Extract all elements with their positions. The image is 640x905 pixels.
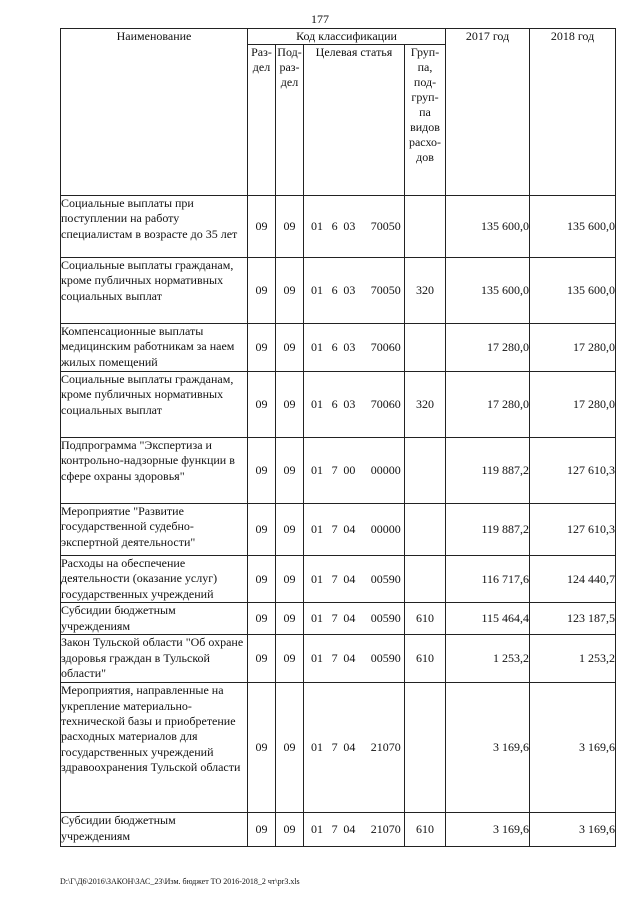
- article-program: 01: [311, 340, 323, 354]
- article-event: 04: [343, 651, 356, 666]
- row-name: Мероприятие "Развитие государственной судебно-экспертной деятельности": [61, 504, 248, 556]
- article-program: 01: [311, 219, 323, 233]
- row-section: 09: [248, 504, 276, 556]
- article-subprogram: 7: [331, 822, 338, 837]
- row-amount-2018: 135 600,0: [530, 258, 616, 324]
- row-target-article: [304, 556, 405, 603]
- article-subprogram: 7: [331, 571, 338, 586]
- table-row: [61, 603, 616, 635]
- row-target-article: [304, 372, 405, 438]
- article-program: 01: [311, 822, 323, 837]
- row-name: Закон Тульской области "Об охране здоровья граждан в Тульской области": [61, 635, 248, 683]
- file-path-footer: D:\Г\Д6\2016\ЗАКОН\ЗАС_23\Изм. бюджет ТО 2016-2018_2 чт\pr3.xls: [60, 877, 300, 886]
- row-amount-2017: 119 887,2: [446, 438, 530, 504]
- article-event: 04: [343, 571, 356, 586]
- article-subprogram: 6: [331, 340, 338, 354]
- row-subsection: 09: [276, 438, 304, 504]
- row-amount-2018: 127 610,3: [530, 438, 616, 504]
- row-subsection: 09: [276, 258, 304, 324]
- article-direction: 21070: [370, 740, 401, 755]
- article-event: 04: [343, 822, 356, 837]
- article-event: 04: [343, 611, 356, 626]
- row-subsection: 09: [276, 556, 304, 603]
- header-article: Целевая статья: [304, 45, 405, 196]
- header-section: Раз- дел: [248, 45, 276, 196]
- row-amount-2018: 124 440,7: [530, 556, 616, 603]
- row-amount-2017: 1 253,2: [446, 635, 530, 683]
- row-amount-2017: 116 717,6: [446, 556, 530, 603]
- row-amount-2017: 17 280,0: [446, 324, 530, 372]
- row-target-article: [304, 504, 405, 556]
- row-expense-group: [405, 438, 446, 504]
- article-program: 01: [311, 463, 323, 477]
- article-direction: 70060: [370, 340, 401, 354]
- row-target-article: [304, 603, 405, 635]
- table-row: [61, 196, 616, 258]
- table-row: [61, 683, 616, 813]
- article-direction: 00000: [370, 463, 401, 477]
- row-amount-2018: 123 187,5: [530, 603, 616, 635]
- row-amount-2018: 17 280,0: [530, 324, 616, 372]
- table-row: [61, 504, 616, 556]
- table-row: [61, 438, 616, 504]
- header-subsection: Под- раз- дел: [276, 45, 304, 196]
- row-target-article: [304, 258, 405, 324]
- article-direction: 00590: [370, 651, 401, 666]
- article-subprogram: 7: [331, 651, 338, 666]
- article-event: 04: [343, 522, 356, 536]
- row-subsection: 09: [276, 372, 304, 438]
- row-target-article: [304, 813, 405, 847]
- row-amount-2018: 1 253,2: [530, 635, 616, 683]
- row-expense-group: [405, 196, 446, 258]
- row-amount-2017: 135 600,0: [446, 258, 530, 324]
- article-direction: 21070: [370, 822, 401, 837]
- row-name: Мероприятия, направленные на укрепление материально-технической базы и приобретение расходных материалов для государственных учреждений здравоохранения Тульской области: [61, 683, 248, 813]
- table-row: [61, 258, 616, 324]
- row-target-article: [304, 683, 405, 813]
- row-section: 09: [248, 372, 276, 438]
- row-name: Подпрограмма "Экспертиза и контрольно-надзорные функции в сфере охраны здоровья": [61, 438, 248, 504]
- article-subprogram: 7: [331, 611, 338, 626]
- article-program: 01: [311, 283, 323, 297]
- row-expense-group: 320: [405, 372, 446, 438]
- row-expense-group: 610: [405, 603, 446, 635]
- row-amount-2017: 135 600,0: [446, 196, 530, 258]
- row-expense-group: [405, 556, 446, 603]
- row-expense-group: [405, 504, 446, 556]
- article-subprogram: 7: [331, 463, 338, 477]
- article-subprogram: 7: [331, 522, 338, 536]
- article-direction: 00590: [370, 611, 401, 626]
- row-amount-2018: 17 280,0: [530, 372, 616, 438]
- page-number: 177: [311, 12, 329, 26]
- row-target-article: [304, 324, 405, 372]
- article-subprogram: 6: [331, 397, 338, 411]
- row-subsection: 09: [276, 813, 304, 847]
- article-program: 01: [311, 611, 323, 626]
- row-amount-2018: 127 610,3: [530, 504, 616, 556]
- article-program: 01: [311, 571, 323, 586]
- article-program: 01: [311, 740, 323, 755]
- row-name: Расходы на обеспечение деятельности (оказание услуг) государственных учреждений: [61, 556, 248, 603]
- row-section: 09: [248, 324, 276, 372]
- article-direction: 00590: [370, 571, 401, 586]
- article-direction: 70050: [370, 283, 401, 297]
- article-event: 03: [343, 340, 356, 354]
- row-amount-2017: 17 280,0: [446, 372, 530, 438]
- row-subsection: 09: [276, 635, 304, 683]
- row-amount-2017: 3 169,6: [446, 813, 530, 847]
- row-subsection: 09: [276, 603, 304, 635]
- article-direction: 70060: [370, 397, 401, 411]
- table-row: [61, 556, 616, 603]
- article-subprogram: 6: [331, 283, 338, 297]
- article-program: 01: [311, 397, 323, 411]
- row-amount-2017: 3 169,6: [446, 683, 530, 813]
- row-section: 09: [248, 813, 276, 847]
- row-subsection: 09: [276, 683, 304, 813]
- row-name: Субсидии бюджетным учреждениям: [61, 813, 248, 847]
- row-expense-group: 610: [405, 635, 446, 683]
- article-program: 01: [311, 522, 323, 536]
- row-name: Социальные выплаты гражданам, кроме публичных нормативных социальных выплат: [61, 372, 248, 438]
- header-year-2018: 2018 год: [530, 29, 616, 196]
- budget-table: [60, 28, 616, 847]
- article-direction: 70050: [370, 219, 401, 233]
- table-row: [61, 635, 616, 683]
- row-section: 09: [248, 556, 276, 603]
- row-name: Компенсационные выплаты медицинским работникам за наем жилых помещений: [61, 324, 248, 372]
- row-expense-group: 610: [405, 813, 446, 847]
- article-direction: 00000: [370, 522, 401, 536]
- header-group: Груп- па, под- груп- па видов расхо- дов: [405, 45, 446, 196]
- article-event: 03: [343, 397, 356, 411]
- row-name: Социальные выплаты при поступлении на работу специалистам в возрасте до 35 лет: [61, 196, 248, 258]
- article-subprogram: 6: [331, 219, 338, 233]
- row-amount-2018: 3 169,6: [530, 813, 616, 847]
- row-amount-2018: 3 169,6: [530, 683, 616, 813]
- row-section: 09: [248, 196, 276, 258]
- row-target-article: [304, 196, 405, 258]
- row-subsection: 09: [276, 324, 304, 372]
- row-name: Социальные выплаты гражданам, кроме публичных нормативных социальных выплат: [61, 258, 248, 324]
- header-year-2017: 2017 год: [446, 29, 530, 196]
- row-expense-group: [405, 683, 446, 813]
- article-event: 03: [343, 219, 356, 233]
- article-program: 01: [311, 651, 323, 666]
- row-subsection: 09: [276, 504, 304, 556]
- article-event: 04: [343, 740, 356, 755]
- row-section: 09: [248, 438, 276, 504]
- row-section: 09: [248, 603, 276, 635]
- row-section: 09: [248, 683, 276, 813]
- row-amount-2018: 135 600,0: [530, 196, 616, 258]
- row-section: 09: [248, 635, 276, 683]
- table-row: [61, 324, 616, 372]
- row-target-article: [304, 635, 405, 683]
- row-expense-group: 320: [405, 258, 446, 324]
- row-expense-group: [405, 324, 446, 372]
- row-amount-2017: 119 887,2: [446, 504, 530, 556]
- article-subprogram: 7: [331, 740, 338, 755]
- article-event: 03: [343, 283, 356, 297]
- table-row: [61, 372, 616, 438]
- row-name: Субсидии бюджетным учреждениям: [61, 603, 248, 635]
- row-amount-2017: 115 464,4: [446, 603, 530, 635]
- header-code: Код классификации: [248, 29, 446, 45]
- article-event: 00: [343, 463, 356, 477]
- table-row: [61, 813, 616, 847]
- row-section: 09: [248, 258, 276, 324]
- header-name: Наименование: [61, 29, 248, 196]
- row-subsection: 09: [276, 196, 304, 258]
- row-target-article: [304, 438, 405, 504]
